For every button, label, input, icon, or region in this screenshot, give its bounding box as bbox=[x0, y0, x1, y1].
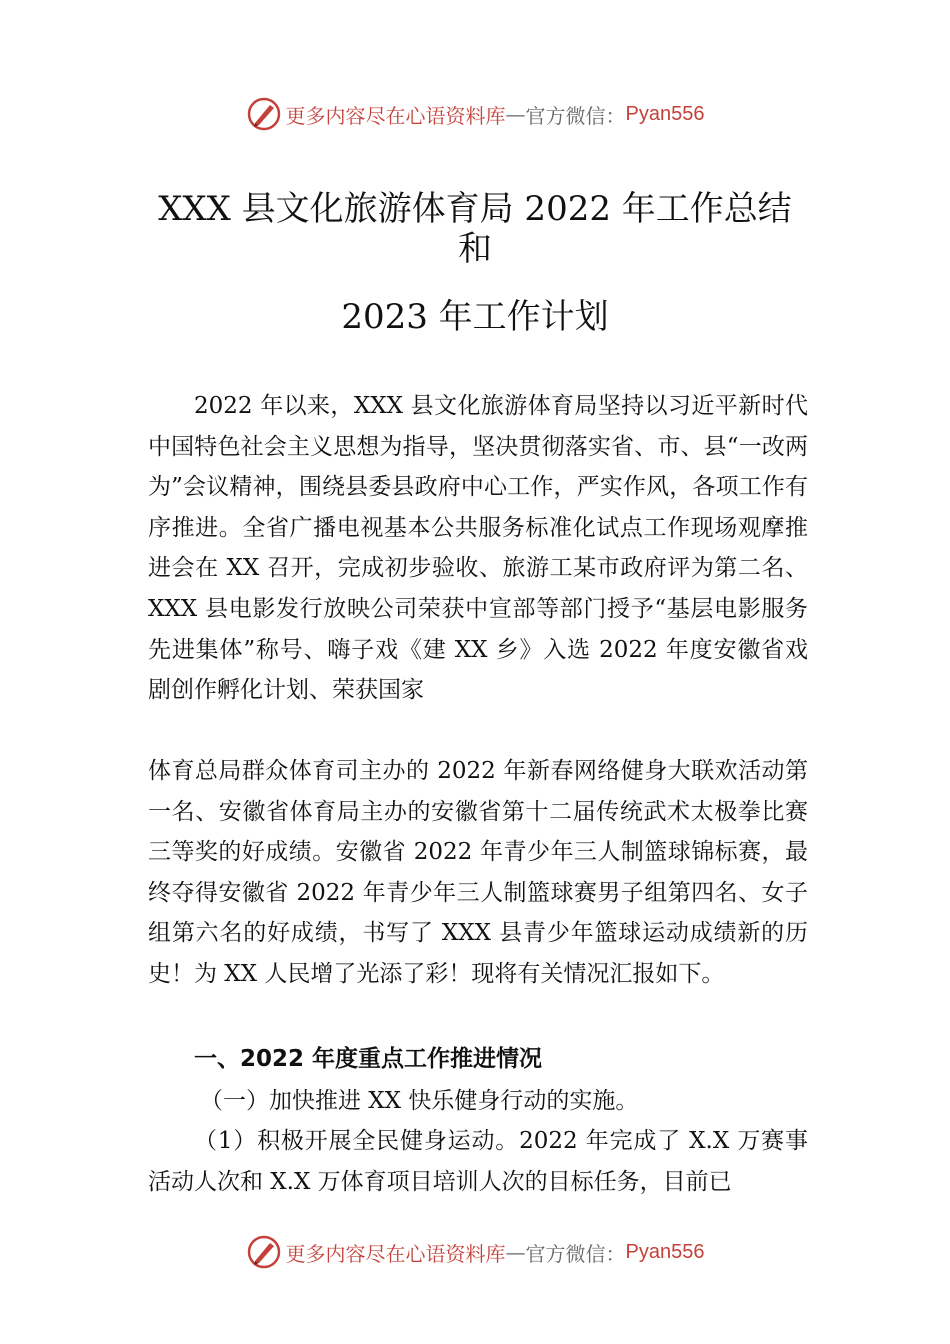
paragraph-intro-continued: 体育总局群众体育司主办的 2022 年新春网络健身大联欢活动第一名、安徽省体育局主办的安徽省第十二届传统武术太极拳比赛三等奖的好成绩。安徽省 2022 年青少年三人制篮球锦标赛，最终夺得安徽省 2022 年青少年三人制篮球赛男子组第四名、女子组第六名的好成绩，书写了 XXX 县青少年篮球运动成绩新的历史！为 XX 人民增了光添了彩！现将有关情况汇报如下。 bbox=[148, 758, 808, 987]
pen-logo-icon bbox=[246, 96, 282, 132]
watermark-wechat-label: 官方微信： bbox=[525, 103, 626, 128]
watermark-red-text: 更多内容尽在心语资料库 bbox=[285, 1241, 506, 1266]
watermark-handle: Pyan556 bbox=[625, 102, 705, 125]
watermark-dash: — bbox=[505, 1240, 526, 1264]
watermark-red-text: 更多内容尽在心语资料库 bbox=[285, 103, 506, 128]
section-heading: 一、2022 年度重点工作推进情况 bbox=[194, 1046, 543, 1072]
paragraph-item-1: （1）积极开展全民健身运动。2022 年完成了 X.X 万赛事活动人次和 X.X 万体育项目培训人次的目标任务，目前已 bbox=[148, 1128, 808, 1195]
subsection-heading: （一）加快推进 XX 快乐健身行动的实施。 bbox=[200, 1088, 639, 1114]
watermark-banner-top bbox=[0, 92, 950, 136]
watermark-wechat-label: 官方微信： bbox=[525, 1241, 626, 1266]
watermark-banner-bottom bbox=[0, 1230, 950, 1274]
title-line-2: 和 bbox=[458, 229, 492, 269]
pen-logo-icon bbox=[246, 1234, 282, 1270]
watermark-handle: Pyan556 bbox=[625, 1240, 705, 1263]
title-line-3: 2023 年工作计划 bbox=[341, 297, 609, 337]
paragraph-intro: 2022 年以来，XXX 县文化旅游体育局坚持以习近平新时代中国特色社会主义思想为指导，坚决贯彻落实省、市、县“一改两为”会议精神，围绕县委县政府中心工作，严实作风，各项工作有序推进。全省广播电视基本公共服务标准化试点工作现场观摩推进会在 XX 召开，完成初步验收、旅游工某市政府评为第二名、XXX 县电影发行放映公司荣获中宣部等部门授予“基层电影服务先进集体”称号、嗨子戏《建 XX 乡》入选 2022 年度安徽省戏剧创作孵化计划、荣获国家 bbox=[148, 393, 808, 704]
watermark-dash: — bbox=[505, 102, 526, 126]
title-line-1: XXX 县文化旅游体育局 2022 年工作总结 bbox=[158, 189, 792, 229]
